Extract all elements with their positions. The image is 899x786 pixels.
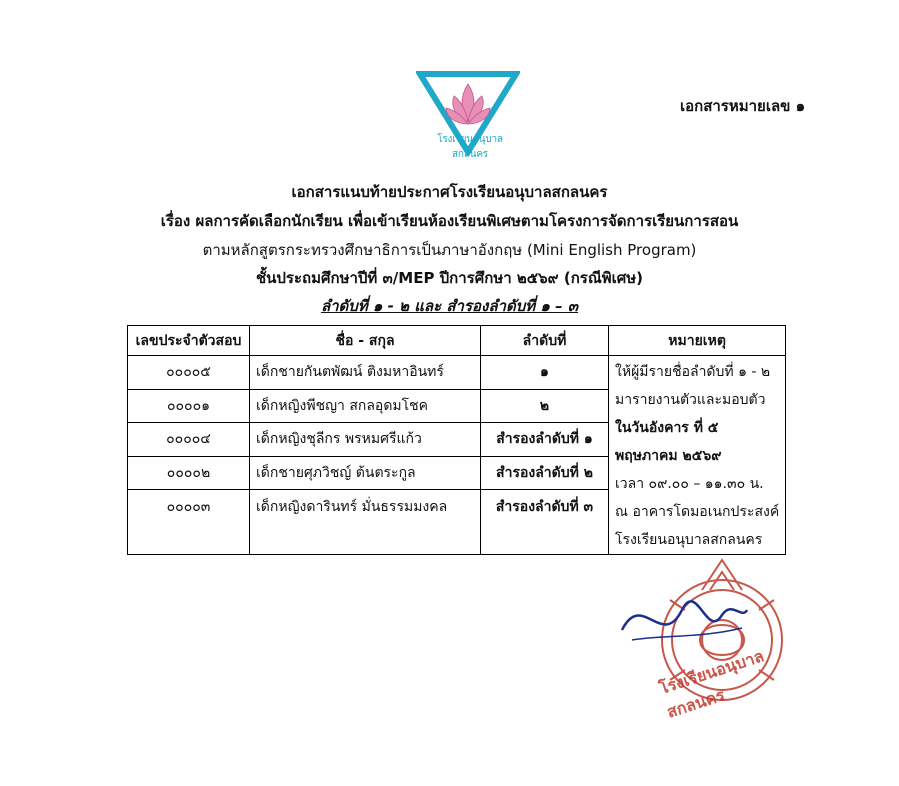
exam-id-cell: ๐๐๐๐๕	[128, 356, 250, 390]
name-cell: เด็กหญิงดารินทร์ มั่นธรรมมงคล	[250, 490, 481, 555]
remark-line: โรงเรียนอนุบาลสกลนคร	[615, 532, 763, 548]
header-remarks: หมายเหตุ	[609, 326, 786, 356]
exam-id-cell: ๐๐๐๐๒	[128, 456, 250, 490]
rank-cell: ๑	[481, 356, 609, 390]
name-cell: เด็กชายกันตพัฒน์ ติงมหาอินทร์	[250, 356, 481, 390]
rank-cell: ๒	[481, 389, 609, 423]
title-line-2: เรื่อง ผลการคัดเลือกนักเรียน เพื่อเข้าเรียนห้องเรียนพิเศษตามโครงการจัดการเรียนการสอน	[160, 212, 739, 230]
title-line-5: ลำดับที่ ๑ - ๒ และ สำรองลำดับที่ ๑ – ๓	[320, 297, 579, 315]
header-name: ชื่อ - สกุล	[250, 326, 481, 356]
seal-caption: โรงเรียนอนุบาลสกลนคร	[656, 646, 767, 722]
table-header-row	[128, 326, 786, 356]
name-cell: เด็กหญิงพีชญา สกลอุดมโชค	[250, 389, 481, 423]
remark-line: มารายงานตัวและมอบตัว	[615, 392, 766, 408]
remark-line: ในวันอังคาร ที่ ๕	[615, 420, 719, 436]
remark-line: พฤษภาคม ๒๕๖๙	[615, 448, 722, 464]
document-number: เอกสารหมายเลข ๑	[680, 97, 806, 115]
header-exam-id: เลขประจำตัวสอบ	[128, 326, 250, 356]
results-table	[127, 325, 786, 555]
exam-id-cell: ๐๐๐๐๔	[128, 423, 250, 457]
remark-line: ณ อาคารโดมอเนกประสงค์	[615, 504, 780, 520]
remark-line: เวลา ๐๙.๐๐ – ๑๑.๓๐ น.	[615, 476, 764, 492]
exam-id-cell: ๐๐๐๐๓	[128, 490, 250, 555]
title-line-3: ตามหลักสูตรกระทรวงศึกษาธิการเป็นภาษาอังกฤษ (Mini English Program)	[202, 241, 697, 259]
remarks-cell	[609, 356, 786, 555]
title-line-4: ชั้นประถมศึกษาปีที่ ๓/MEP ปีการศึกษา ๒๕๖๙ (กรณีพิเศษ)	[255, 269, 644, 287]
rank-cell: สำรองลำดับที่ ๑	[481, 423, 609, 457]
remark-line: ให้ผู้มีรายชื่อลำดับที่ ๑ - ๒	[615, 364, 771, 380]
rank-cell: สำรองลำดับที่ ๒	[481, 456, 609, 490]
logo-caption: โรงเรียนอนุบาลสกลนคร	[437, 134, 503, 160]
exam-id-cell: ๐๐๐๐๑	[128, 389, 250, 423]
name-cell: เด็กหญิงชุลีกร พรหมศรีแก้ว	[250, 423, 481, 457]
rank-cell: สำรองลำดับที่ ๓	[481, 490, 609, 555]
signature-icon	[612, 580, 752, 660]
name-cell: เด็กชายศุภวิชญ์ ต้นตระกูล	[250, 456, 481, 490]
header-rank: ลำดับที่	[481, 326, 609, 356]
title-line-1: เอกสารแนบท้ายประกาศโรงเรียนอนุบาลสกลนคร	[291, 183, 608, 201]
table-row	[128, 356, 786, 390]
